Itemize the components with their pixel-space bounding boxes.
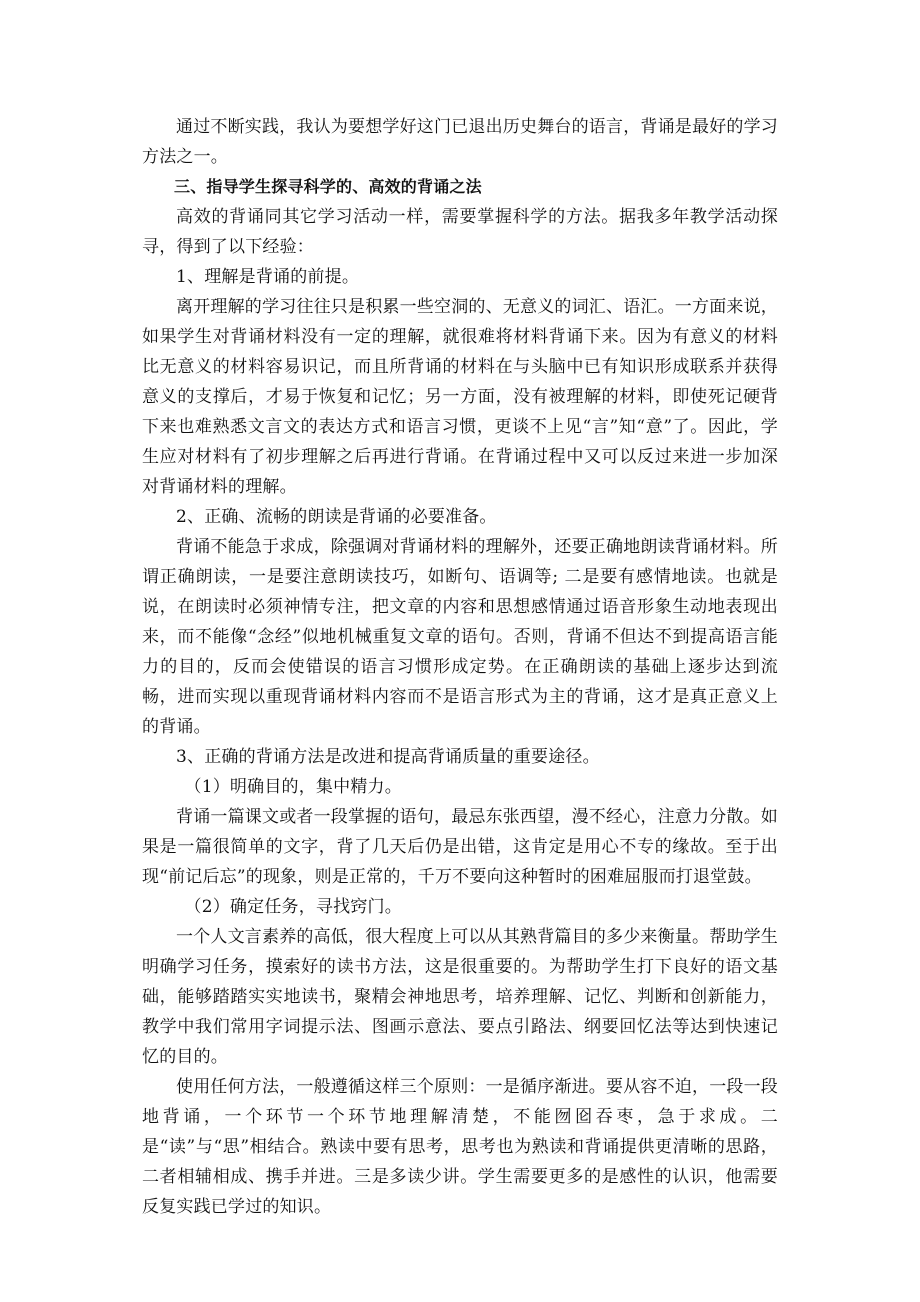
paragraph-principles: 使用任何方法，一般遵循这样三个原则：一是循序渐进。要从容不迫，一段一段地背诵，一个环节一个环节地理解清楚，不能囫囵吞枣，急于求成。二是“读”与“思”相结合。熟读中要有思考，思考也为熟读和背诵提供更清晰的思路，二者相辅相成、携手并进。三是多读少讲。学生需要更多的是感性的认识，他需要反复实践已学过的知识。: [142, 1077, 778, 1217]
document-body: [142, 112, 778, 1222]
paragraph-methods: 一个人文言素养的高低，很大程度上可以从其熟背篇目的多少来衡量。帮助学生明确学习任务，摸索好的读书方法，这是很重要的。为帮助学生打下良好的语文基础，能够踏踏实实地读书，聚精会神地思考，培养理解、记忆、判断和创新能力，教学中我们常用字词提示法、图画示意法、要点引路法、纲要回忆法等达到快速记忆的目的。: [142, 927, 778, 1067]
paragraph-understanding: 离开理解的学习往往只是积累一些空洞的、无意义的词汇、语汇。一方面来说，如果学生对背诵材料没有一定的理解，就很难将材料背诵下来。因为有意义的材料比无意义的材料容易识记，而且所背诵的材料在与头脑中已有知识形成联系并获得意义的支撑后，才易于恢复和记忆；另一方面，没有被理解的材料，即使死记硬背下来也难熟悉文言文的表达方式和语言习惯，更谈不上见“言”知“意”了。因此，学生应对材料有了初步理解之后再进行背诵。在背诵过程中又可以反过来进一步加深对背诵材料的理解。: [142, 297, 778, 497]
section-heading-3: 三、指导学生探寻科学的、高效的背诵之法: [174, 177, 482, 196]
subpoint-heading-2: （2）确定任务，寻找窍门。: [184, 897, 402, 917]
paragraph-practice-conclusion: 通过不断实践，我认为要想学好这门已退出历史舞台的语言，背诵是最好的学习方法之一。: [142, 117, 778, 167]
point-heading-3: 3、正确的背诵方法是改进和提高背诵质量的重要途径。: [176, 747, 600, 767]
subpoint-heading-1: （1）明确目的，集中精力。: [184, 777, 402, 797]
paragraph-focus: 背诵一篇课文或者一段掌握的语句，最忌东张西望，漫不经心，注意力分散。如果是一篇很简单的文字，背了几天后仍是出错，这肯定是用心不专的缘故。至于出现“前记后忘”的现象，则是正常的，千万不要向这种暂时的困难屈服而打退堂鼓。: [142, 807, 778, 887]
point-heading-2: 2、正确、流畅的朗读是背诵的必要准备。: [176, 507, 497, 527]
paragraph-section-intro: 高效的背诵同其它学习活动一样，需要掌握科学的方法。据我多年教学活动探寻，得到了以下经验：: [142, 207, 778, 257]
point-heading-1: 1、理解是背诵的前提。: [176, 267, 360, 287]
paragraph-reading-aloud: 背诵不能急于求成，除强调对背诵材料的理解外，还要正确地朗读背诵材料。所谓正确朗读，一是要注意朗读技巧，如断句、语调等; 二是要有感情地读。也就是说，在朗读时必须神情专注，把文章的内容和思想感情通过语音形象生动地表现出来，而不能像“念经”似地机械重复文章的语句。否则，背诵不但达不到提高语言能力的目的，反而会使错误的语言习惯形成定势。在正确朗读的基础上逐步达到流畅，进而实现以重现背诵材料内容而不是语言形式为主的背诵，这才是真正意义上的背诵。: [142, 537, 778, 737]
